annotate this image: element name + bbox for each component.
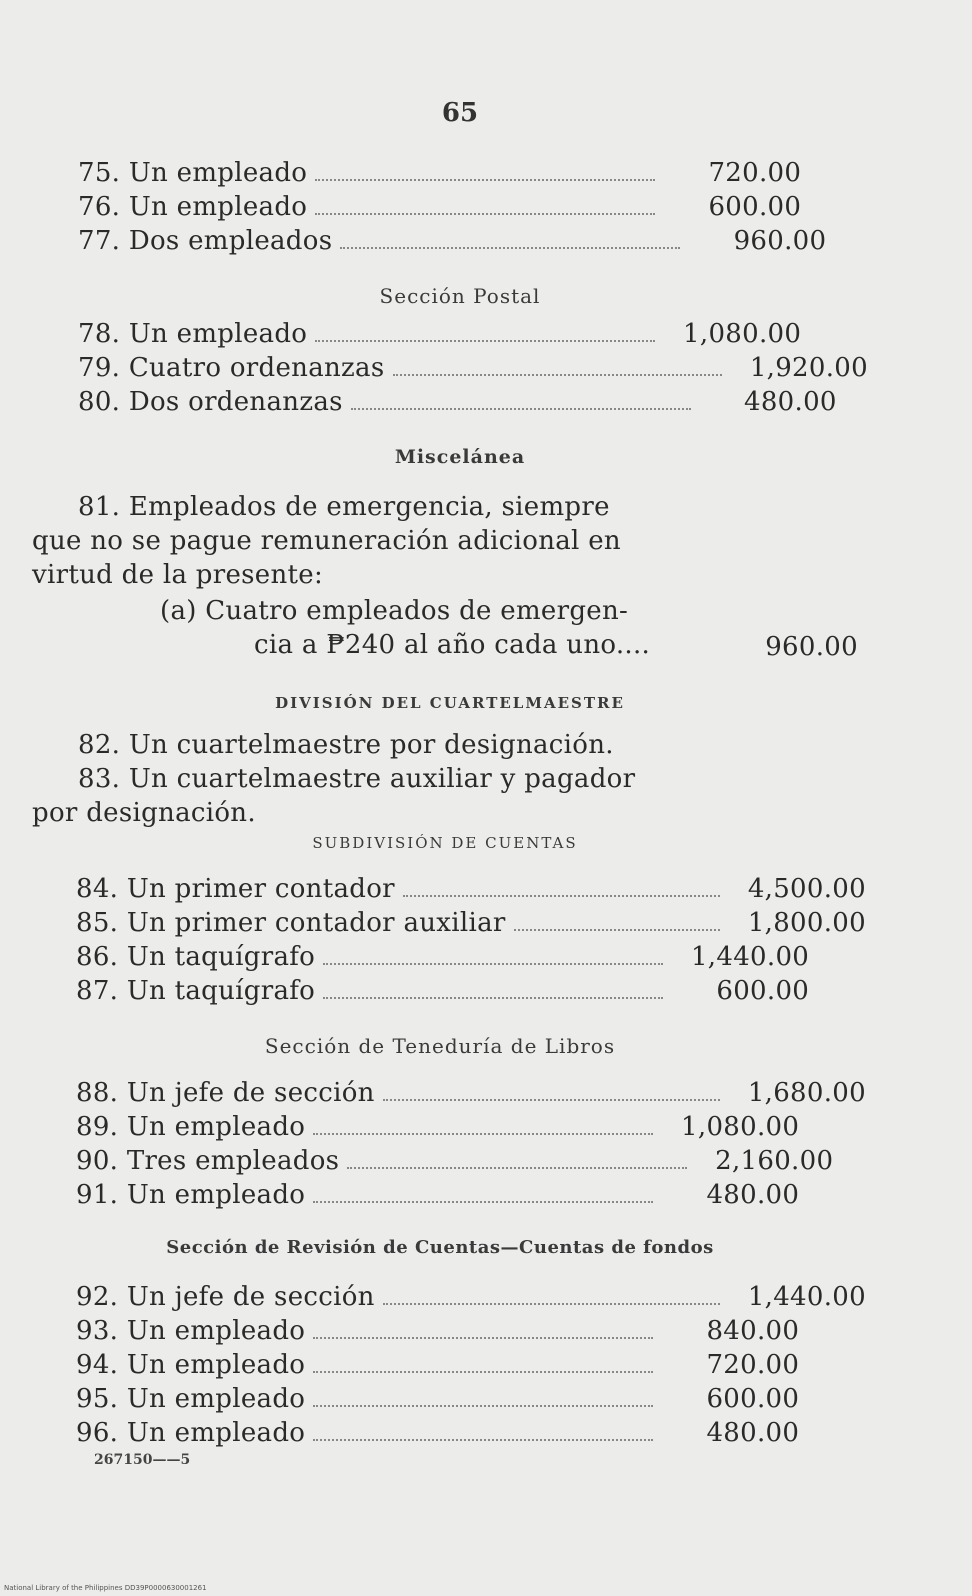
item-amount: 480.00 <box>706 1180 800 1210</box>
dot-leader <box>315 340 655 342</box>
item-amount: 1,080.00 <box>683 319 802 349</box>
item-amount: 2,160.00 <box>715 1146 834 1176</box>
section-heading-division: DIVISIÓN DEL CUARTELMAESTRE <box>275 694 625 712</box>
line-item <box>76 1417 866 1449</box>
item-label: 95. Un empleado <box>76 1384 306 1414</box>
dot-leader <box>313 1337 653 1339</box>
line-item <box>76 1315 866 1347</box>
item-amount: 480.00 <box>743 387 837 417</box>
item-amount: 600.00 <box>716 976 810 1006</box>
item-label: 87. Un taquígrafo <box>76 976 316 1006</box>
paragraph-line: (a) Cuatro empleados de emergen- <box>160 596 629 626</box>
item-label: 88. Un jefe de sección <box>76 1078 375 1108</box>
item-amount: 720.00 <box>706 1350 800 1380</box>
item-label: 78. Un empleado <box>78 319 308 349</box>
item-label: 75. Un empleado <box>78 158 308 188</box>
dot-leader <box>313 1201 653 1203</box>
paragraph-line: que no se pague remuneración adicional en <box>32 526 621 556</box>
item-label: 91. Un empleado <box>76 1180 306 1210</box>
printer-code: 267150——5 <box>94 1452 191 1468</box>
section-heading-miscelanea: Miscelánea <box>394 446 526 468</box>
dot-leader <box>313 1371 653 1373</box>
dot-leader <box>323 963 663 965</box>
line-item <box>76 907 866 939</box>
dot-leader <box>340 247 680 249</box>
page-number: 65 <box>441 98 479 128</box>
dot-leader <box>313 1439 653 1441</box>
item-label: 90. Tres empleados <box>76 1146 340 1176</box>
section-heading-postal: Sección Postal <box>379 284 541 308</box>
item-amount: 600.00 <box>708 192 802 222</box>
dot-leader <box>383 1303 720 1305</box>
dot-leader <box>313 1133 653 1135</box>
item-label: 79. Cuatro ordenanzas <box>78 353 385 383</box>
dot-leader <box>313 1405 653 1407</box>
item-label: 77. Dos empleados <box>78 226 333 256</box>
item-amount: 1,920.00 <box>749 353 868 383</box>
scan-credit: National Library of the Philippines DD39P0000630001261 <box>4 1584 207 1592</box>
item-label: 89. Un empleado <box>76 1112 306 1142</box>
line-item <box>76 1111 866 1143</box>
item-label: 92. Un jefe de sección <box>76 1282 375 1312</box>
item-amount: 1,680.00 <box>747 1078 866 1108</box>
line-item <box>78 352 868 384</box>
item-amount: 840.00 <box>706 1316 800 1346</box>
paragraph-line: 81. Empleados de emergencia, siempre <box>78 492 610 522</box>
line-item <box>76 1179 866 1211</box>
dot-leader <box>514 929 720 931</box>
line-item <box>76 873 866 905</box>
line-item <box>76 1281 866 1313</box>
item-amount: 4,500.00 <box>747 874 866 904</box>
line-item <box>78 157 868 189</box>
line-item <box>78 386 868 418</box>
line-item <box>76 941 866 973</box>
item-amount: 600.00 <box>706 1384 800 1414</box>
dot-leader <box>383 1099 720 1101</box>
line-item <box>76 1383 866 1415</box>
dot-leader <box>315 179 655 181</box>
item-label: 93. Un empleado <box>76 1316 306 1346</box>
line-item <box>76 1145 866 1177</box>
line-item <box>78 191 868 223</box>
item-amount: 960.00 <box>733 226 827 256</box>
line-item <box>76 1349 866 1381</box>
item-amount: 1,800.00 <box>747 908 866 938</box>
section-heading-subdivision: SUBDIVISIÓN DE CUENTAS <box>312 834 578 852</box>
line-item <box>76 1077 866 1109</box>
paragraph-line: 83. Un cuartelmaestre auxiliar y pagador <box>78 764 636 794</box>
line-item <box>78 225 868 257</box>
item-amount: 480.00 <box>706 1418 800 1448</box>
item-label: 94. Un empleado <box>76 1350 306 1380</box>
item-amount: 1,440.00 <box>690 942 810 972</box>
item-amount: 960.00 <box>765 632 858 662</box>
item-label: 80. Dos ordenanzas <box>78 387 343 417</box>
item-amount: 1,440.00 <box>747 1282 866 1312</box>
item-label: 96. Un empleado <box>76 1418 306 1448</box>
item-label: 85. Un primer contador auxiliar <box>76 908 506 938</box>
dot-leader <box>323 997 663 999</box>
paragraph-line: virtud de la presente: <box>32 560 324 590</box>
paragraph-line: cia a ₱240 al año cada uno.... <box>254 630 651 660</box>
section-heading-revision: Sección de Revisión de Cuentas—Cuentas de fondos <box>166 1237 714 1258</box>
paragraph-line: 82. Un cuartelmaestre por designación. <box>78 730 614 760</box>
dot-leader <box>403 895 720 897</box>
dot-leader <box>347 1167 687 1169</box>
dot-leader <box>315 213 655 215</box>
item-amount: 1,080.00 <box>681 1112 800 1142</box>
dot-leader <box>351 408 691 410</box>
dot-leader <box>393 374 723 376</box>
paragraph-line: por designación. <box>32 798 256 828</box>
line-item <box>76 975 866 1007</box>
item-label: 86. Un taquígrafo <box>76 942 316 972</box>
line-item <box>78 318 868 350</box>
section-heading-teneduria: Sección de Teneduría de Libros <box>264 1034 616 1058</box>
item-label: 76. Un empleado <box>78 192 308 222</box>
item-amount: 720.00 <box>708 158 802 188</box>
item-label: 84. Un primer contador <box>76 874 395 904</box>
